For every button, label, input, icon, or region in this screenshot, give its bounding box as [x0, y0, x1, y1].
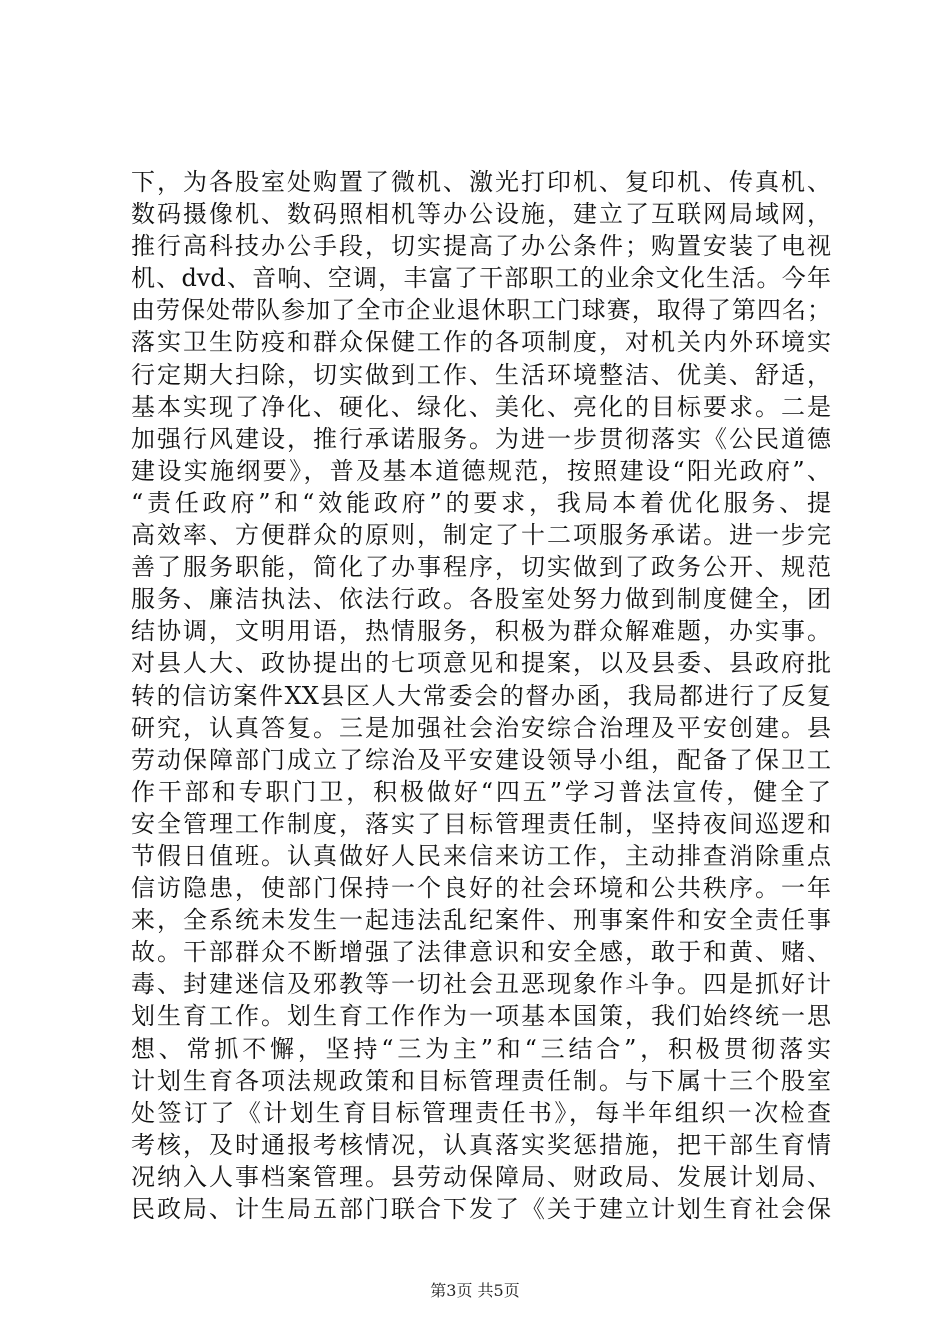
text-line: 由劳保处带队参加了全市企业退休职工门球赛，取得了第四名； — [131, 296, 831, 325]
body-text — [131, 166, 831, 1225]
text-line: 节假日值班。认真做好人民来信来访工作，主动排查消除重点 — [131, 841, 831, 870]
text-line: 计划生育各项法规政策和目标管理责任制。与下属十三个股室 — [131, 1066, 831, 1095]
text-line: 基本实现了净化、硬化、绿化、美化、亮化的目标要求。二是 — [131, 392, 831, 421]
text-line: 机、dvd、音响、空调，丰富了干部职工的业余文化生活。今年 — [131, 264, 831, 293]
text-line: 划生育工作。划生育工作作为一项基本国策，我们始终统一思 — [131, 1002, 831, 1031]
text-line: 来，全系统未发生一起违法乱纪案件、刑事案件和安全责任事 — [131, 906, 831, 935]
text-line: 转的信访案件XX县区人大常委会的督办函，我局都进行了反复 — [131, 681, 831, 710]
text-line: 对县人大、政协提出的七项意见和提案，以及县委、县政府批 — [131, 649, 831, 678]
text-line: 民政局、计生局五部门联合下发了《关于建立计划生育社会保 — [131, 1195, 831, 1223]
page-number-footer: 第3页 共5页 — [430, 1281, 520, 1300]
text-line: “责任政府”和“效能政府”的要求，我局本着优化服务、提 — [131, 488, 831, 517]
text-line: 研究，认真答复。三是加强社会治安综合治理及平安创建。县 — [131, 713, 831, 742]
text-line: 服务、廉洁执法、依法行政。各股室处努力做到制度健全，团 — [131, 585, 831, 614]
text-line: 落实卫生防疫和群众保健工作的各项制度，对机关内外环境实 — [131, 328, 831, 357]
text-line: 下，为各股室处购置了微机、激光打印机、复印机、传真机、 — [131, 168, 831, 196]
text-line: 故。干部群众不断增强了法律意识和安全感，敢于和黄、赌、 — [131, 938, 831, 967]
text-line: 数码摄像机、数码照相机等办公设施，建立了互联网局域网， — [131, 200, 831, 229]
text-line: 结协调，文明用语，热情服务，积极为群众解难题，办实事。 — [131, 617, 831, 646]
text-line: 高效率、方便群众的原则，制定了十二项服务承诺。进一步完 — [131, 521, 831, 550]
text-line: 想、常抓不懈，坚持“三为主”和“三结合”，积极贯彻落实 — [131, 1034, 831, 1063]
text-line: 况纳入人事档案管理。县劳动保障局、财政局、发展计划局、 — [131, 1162, 831, 1191]
text-line: 行定期大扫除，切实做到工作、生活环境整洁、优美、舒适， — [131, 360, 831, 389]
text-line: 劳动保障部门成立了综治及平安建设领导小组，配备了保卫工 — [131, 745, 831, 774]
text-line: 安全管理工作制度，落实了目标管理责任制，坚持夜间巡逻和 — [131, 809, 831, 838]
text-line: 加强行风建设，推行承诺服务。为进一步贯彻落实《公民道德 — [131, 424, 831, 453]
text-line: 作干部和专职门卫，积极做好“四五”学习普法宣传，健全了 — [131, 777, 831, 806]
text-line: 考核，及时通报考核情况，认真落实奖惩措施，把干部生育情 — [131, 1130, 831, 1159]
text-line: 善了服务职能，简化了办事程序，切实做到了政务公开、规范 — [131, 553, 831, 582]
text-line: 处签订了《计划生育目标管理责任书》，每半年组织一次检查 — [131, 1098, 831, 1127]
text-line: 信访隐患，使部门保持一个良好的社会环境和公共秩序。一年 — [131, 874, 831, 903]
text-line: 建设实施纲要》，普及基本道德规范，按照建设“阳光政府”、 — [131, 456, 831, 485]
text-line: 毒、封建迷信及邪教等一切社会丑恶现象作斗争。四是抓好计 — [131, 970, 831, 999]
text-line: 推行高科技办公手段，切实提高了办公条件；购置安装了电视 — [131, 232, 831, 261]
